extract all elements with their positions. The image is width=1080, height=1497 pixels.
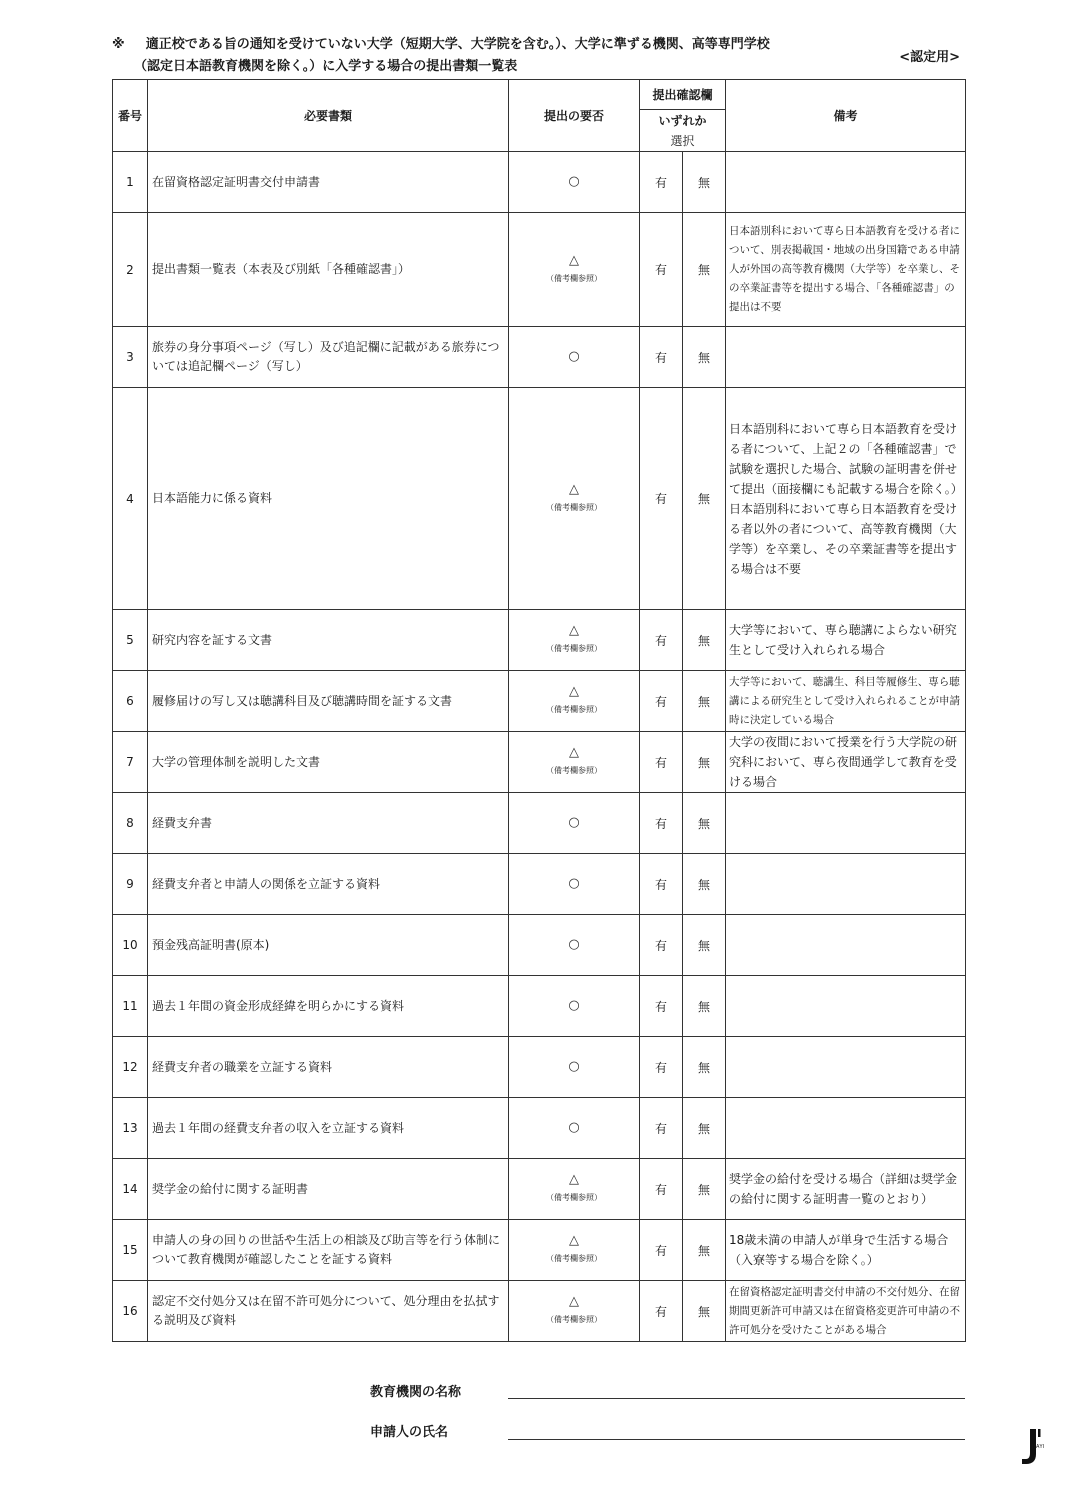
table-row [113,976,966,1037]
option-yes[interactable]: 有 [640,915,683,976]
document-name: 申請人の身の回りの世話や生活上の相談及び助言等を行う体制について教育機関が確認したことを証する資料 [148,1220,509,1281]
row-number: 6 [113,671,148,732]
option-no[interactable]: 無 [683,1037,726,1098]
option-yes[interactable]: 有 [640,152,683,213]
table-row [113,1037,966,1098]
document-name: 過去１年間の資金形成経緯を明らかにする資料 [148,976,509,1037]
title-line-2: （認定日本語教育機関を除く。）に入学する場合の提出書類一覧表 [134,59,518,74]
table-row [113,732,966,793]
table-row [113,1159,966,1220]
option-no[interactable]: 無 [683,976,726,1037]
remarks-cell [726,152,966,213]
requirement-cell [509,793,640,854]
requirement-cell [509,915,640,976]
logo-small-text: JIAYI [1032,1444,1046,1450]
header-number: 番号 [113,80,148,152]
applicant-name-field[interactable] [508,1439,965,1440]
requirement-symbol: △ [569,252,579,268]
requirement-symbol: ○ [568,876,580,891]
option-yes[interactable]: 有 [640,388,683,610]
table-row [113,915,966,976]
option-no[interactable]: 無 [683,732,726,793]
remarks-cell: 大学等において、専ら聴講によらない研究生として受け入れられる場合 [726,610,966,671]
option-no[interactable]: 無 [683,388,726,610]
remarks-cell [726,854,966,915]
document-name: 履修届けの写し又は聴講科目及び聴講時間を証する文書 [148,671,509,732]
requirement-symbol: △ [569,1172,579,1187]
requirement-cell [509,152,640,213]
brand-logo-icon [1016,1426,1056,1468]
option-yes[interactable]: 有 [640,854,683,915]
option-no[interactable]: 無 [683,915,726,976]
table-row [113,1220,966,1281]
option-no[interactable]: 無 [683,327,726,388]
option-no[interactable]: 無 [683,213,726,327]
remarks-cell: 日本語別科において専ら日本語教育を受ける者について、上記２の「各種確認書」で試験を選択した場合、試験の証明書を併せて提出（面接欄にも記載する場合を除く。）日本語別科において専ら日本語教育を受ける者以外の者について、高等教育機関（大学等）を卒業し、その卒業証書等を提出する場合は不要 [726,388,966,610]
document-name: 在留資格認定証明書交付申請書 [148,152,509,213]
table-row [113,610,966,671]
row-number: 1 [113,152,148,213]
requirement-cell [509,854,640,915]
table-row [113,793,966,854]
option-yes[interactable]: 有 [640,976,683,1037]
requirement-symbol: △ [569,684,579,699]
remarks-cell: 18歳未満の申請人が単身で生活する場合（入寮等する場合を除く。） [726,1220,966,1281]
requirement-note: （備考欄参照） [546,1315,602,1324]
institution-name-field[interactable] [508,1398,965,1399]
requirement-cell [509,671,640,732]
row-number: 15 [113,1220,148,1281]
remarks-cell: 在留資格認定証明書交付申請の不交付処分、在留期間更新許可申請又は在留資格変更許可申請の不許可処分を受けたことがある場合 [726,1281,966,1342]
option-no[interactable]: 無 [683,610,726,671]
requirement-symbol: ○ [568,1120,580,1135]
requirement-note: （備考欄参照） [546,766,602,775]
table-row [113,1281,966,1342]
document-name: 提出書類一覧表（本表及び別紙「各種確認書」） [148,213,509,327]
requirement-cell [509,1098,640,1159]
requirement-symbol: ○ [568,998,580,1013]
table-row [113,671,966,732]
table-row [113,388,966,610]
requirement-symbol: △ [569,1233,579,1248]
header-documents: 必要書類 [148,80,509,152]
remarks-cell [726,915,966,976]
table-row [113,1098,966,1159]
remarks-cell [726,976,966,1037]
requirement-note: （備考欄参照） [546,1193,602,1202]
requirement-cell [509,1220,640,1281]
document-name: 経費支弁者の職業を立証する資料 [148,1037,509,1098]
remarks-cell [726,793,966,854]
option-yes[interactable]: 有 [640,671,683,732]
table-row [113,152,966,213]
option-no[interactable]: 無 [683,1220,726,1281]
title-line-1: 適正校である旨の通知を受けていない大学（短期大学、大学院を含む。）、大学に準ずる機関、高等専門学校 [145,37,770,52]
requirement-symbol: ○ [568,1059,580,1074]
remarks-cell [726,1098,966,1159]
row-number: 8 [113,793,148,854]
table-row [113,213,966,327]
row-number: 16 [113,1281,148,1342]
requirement-note: （備考欄参照） [546,644,602,653]
requirement-cell [509,1037,640,1098]
row-number: 12 [113,1037,148,1098]
requirement-note: （備考欄参照） [546,705,602,714]
document-name: 経費支弁者と申請人の関係を立証する資料 [148,854,509,915]
row-number: 2 [113,213,148,327]
requirement-symbol: ○ [568,937,580,952]
row-number: 14 [113,1159,148,1220]
option-no[interactable]: 無 [683,1281,726,1342]
row-number: 9 [113,854,148,915]
option-no[interactable]: 無 [683,1159,726,1220]
option-yes[interactable]: 有 [640,610,683,671]
requirement-symbol: ○ [568,174,580,189]
requirement-symbol: △ [569,623,579,638]
institution-name-label: 教育機関の名称 [370,1385,462,1400]
requirement-symbol: △ [569,481,579,497]
option-no[interactable]: 無 [683,854,726,915]
page-header [112,34,972,78]
header-remarks: 備考 [726,80,966,152]
option-no[interactable]: 無 [683,671,726,732]
row-number: 7 [113,732,148,793]
option-yes[interactable]: 有 [640,793,683,854]
requirement-symbol: △ [569,745,579,760]
header-choose-line1: いずれか [658,113,707,128]
option-no[interactable]: 無 [683,1098,726,1159]
document-name: 奨学金の給付に関する証明書 [148,1159,509,1220]
document-name: 旅券の身分事項ページ（写し）及び追記欄に記載がある旅券については追記欄ページ（写し） [148,327,509,388]
header-choose [640,110,726,152]
row-number: 13 [113,1098,148,1159]
requirement-cell [509,732,640,793]
document-name: 預金残高証明書(原本) [148,915,509,976]
row-number: 5 [113,610,148,671]
option-yes[interactable]: 有 [640,327,683,388]
remarks-cell: 日本語別科において専ら日本語教育を受ける者について、別表掲載国・地域の出身国籍である申請人が外国の高等教育機関（大学等）を卒業し、その卒業証書等を提出する場合、「各種確認書」の提出は不要 [726,213,966,327]
requirement-cell [509,213,640,327]
option-yes[interactable]: 有 [640,213,683,327]
remarks-cell: 奨学金の給付を受ける場合（詳細は奨学金の給付に関する証明書一覧のとおり） [726,1159,966,1220]
document-name: 大学の管理体制を説明した文書 [148,732,509,793]
requirement-symbol: ○ [568,815,580,830]
header-requirement: 提出の要否 [509,80,640,152]
option-yes[interactable]: 有 [640,1159,683,1220]
table-row [113,327,966,388]
usage-tag: <認定用> [899,50,960,65]
option-yes[interactable]: 有 [640,1281,683,1342]
requirement-symbol: ○ [568,349,580,364]
option-yes[interactable]: 有 [640,1220,683,1281]
table-row [113,854,966,915]
requirement-note: （備考欄参照） [546,502,602,512]
document-name: 経費支弁書 [148,793,509,854]
requirement-symbol: △ [569,1294,579,1309]
option-yes[interactable]: 有 [640,732,683,793]
note-mark: ※ [112,37,125,52]
remarks-cell: 大学等において、聴講生、科目等履修生、専ら聴講による研究生として受け入れられることが申請時に決定している場合 [726,671,966,732]
requirement-cell [509,388,640,610]
document-name: 日本語能力に係る資料 [148,388,509,610]
row-number: 10 [113,915,148,976]
option-no[interactable]: 無 [683,793,726,854]
requirement-note: （備考欄参照） [546,273,602,283]
option-no[interactable]: 無 [683,152,726,213]
requirement-cell [509,1159,640,1220]
remarks-cell: 大学の夜間において授業を行う大学院の研究科において、専ら夜間通学して教育を受ける場合 [726,732,966,793]
requirement-cell [509,327,640,388]
requirement-cell [509,976,640,1037]
option-yes[interactable]: 有 [640,1037,683,1098]
remarks-cell [726,1037,966,1098]
document-name: 認定不交付処分又は在留不許可処分について、処分理由を払拭する説明及び資料 [148,1281,509,1342]
header-choose-line2: 選択 [670,133,695,148]
document-name: 研究内容を証する文書 [148,610,509,671]
documents-table [112,79,966,1342]
row-number: 11 [113,976,148,1037]
row-number: 4 [113,388,148,610]
document-name: 過去１年間の経費支弁者の収入を立証する資料 [148,1098,509,1159]
header-confirm: 提出確認欄 [640,80,726,110]
requirement-cell [509,610,640,671]
option-yes[interactable]: 有 [640,1098,683,1159]
remarks-cell [726,327,966,388]
row-number: 3 [113,327,148,388]
applicant-name-label: 申請人の氏名 [370,1425,449,1440]
requirement-note: （備考欄参照） [546,1254,602,1263]
requirement-cell [509,1281,640,1342]
